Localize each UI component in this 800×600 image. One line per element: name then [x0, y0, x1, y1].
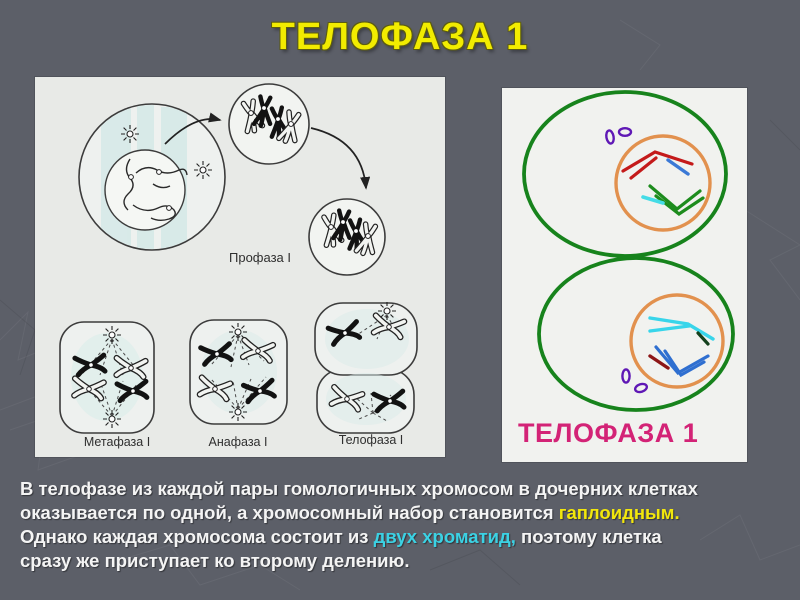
- bivalents-detail-circle-1: [229, 84, 309, 164]
- telophase-label: Телофаза I: [338, 433, 404, 447]
- chromosomes-red: [623, 152, 692, 178]
- text-run: оказывается по одной, а хромосомный набор становится: [20, 502, 559, 523]
- centrosome-aster-icon: [229, 403, 247, 421]
- text-run: В телофазе из каждой пары гомологичных хромосом в дочерних клетках: [20, 478, 698, 499]
- text-run: Однако каждая хромосома состоит из: [20, 526, 374, 547]
- crossing-over-arrow: [311, 128, 366, 188]
- anaphase-cell: [190, 320, 287, 424]
- slide-title: ТЕЛОФАЗА 1: [271, 16, 529, 58]
- chromosomes-blue: [656, 347, 708, 375]
- daughter-cell-top: [524, 92, 726, 256]
- figure-caption: ТЕЛОФАЗА 1: [518, 418, 699, 448]
- centrioles-top: [605, 128, 631, 144]
- text-run: сразу же приступает ко второму делению.: [20, 550, 410, 571]
- chromosomes-cyan: [650, 318, 713, 339]
- bivalents-detail-circle-2: [309, 199, 385, 275]
- meiosis-stages-figure: [35, 77, 445, 457]
- telophase-drawing-figure: [502, 88, 747, 462]
- text-run: поэтому клетка: [515, 526, 662, 547]
- anaphase-label: Анафаза I: [208, 435, 268, 449]
- centrosome-aster-icon: [103, 410, 121, 428]
- description-text: [20, 477, 782, 573]
- telophase-cell: [315, 302, 417, 433]
- centrosome-aster-icon: [194, 161, 212, 179]
- text-line-2: [20, 501, 782, 525]
- prophase-label: Профаза I: [229, 250, 291, 265]
- text-line-3: [20, 525, 782, 549]
- highlight-haploid: гаплоидным.: [558, 502, 680, 523]
- nucleus-outline: [105, 150, 185, 230]
- daughter-cell-bottom: [539, 258, 733, 410]
- prophase-parent-cell: [79, 103, 225, 253]
- nucleus-top: [616, 136, 710, 230]
- metaphase-label: Метафаза I: [83, 435, 151, 449]
- highlight-two-chromatids: двух хроматид,: [373, 526, 516, 547]
- centrosome-aster-icon: [103, 326, 121, 344]
- text-line-1: [20, 477, 782, 501]
- text-line-4: [20, 549, 782, 573]
- centrosome-aster-icon: [121, 125, 139, 143]
- metaphase-cell: [60, 322, 154, 433]
